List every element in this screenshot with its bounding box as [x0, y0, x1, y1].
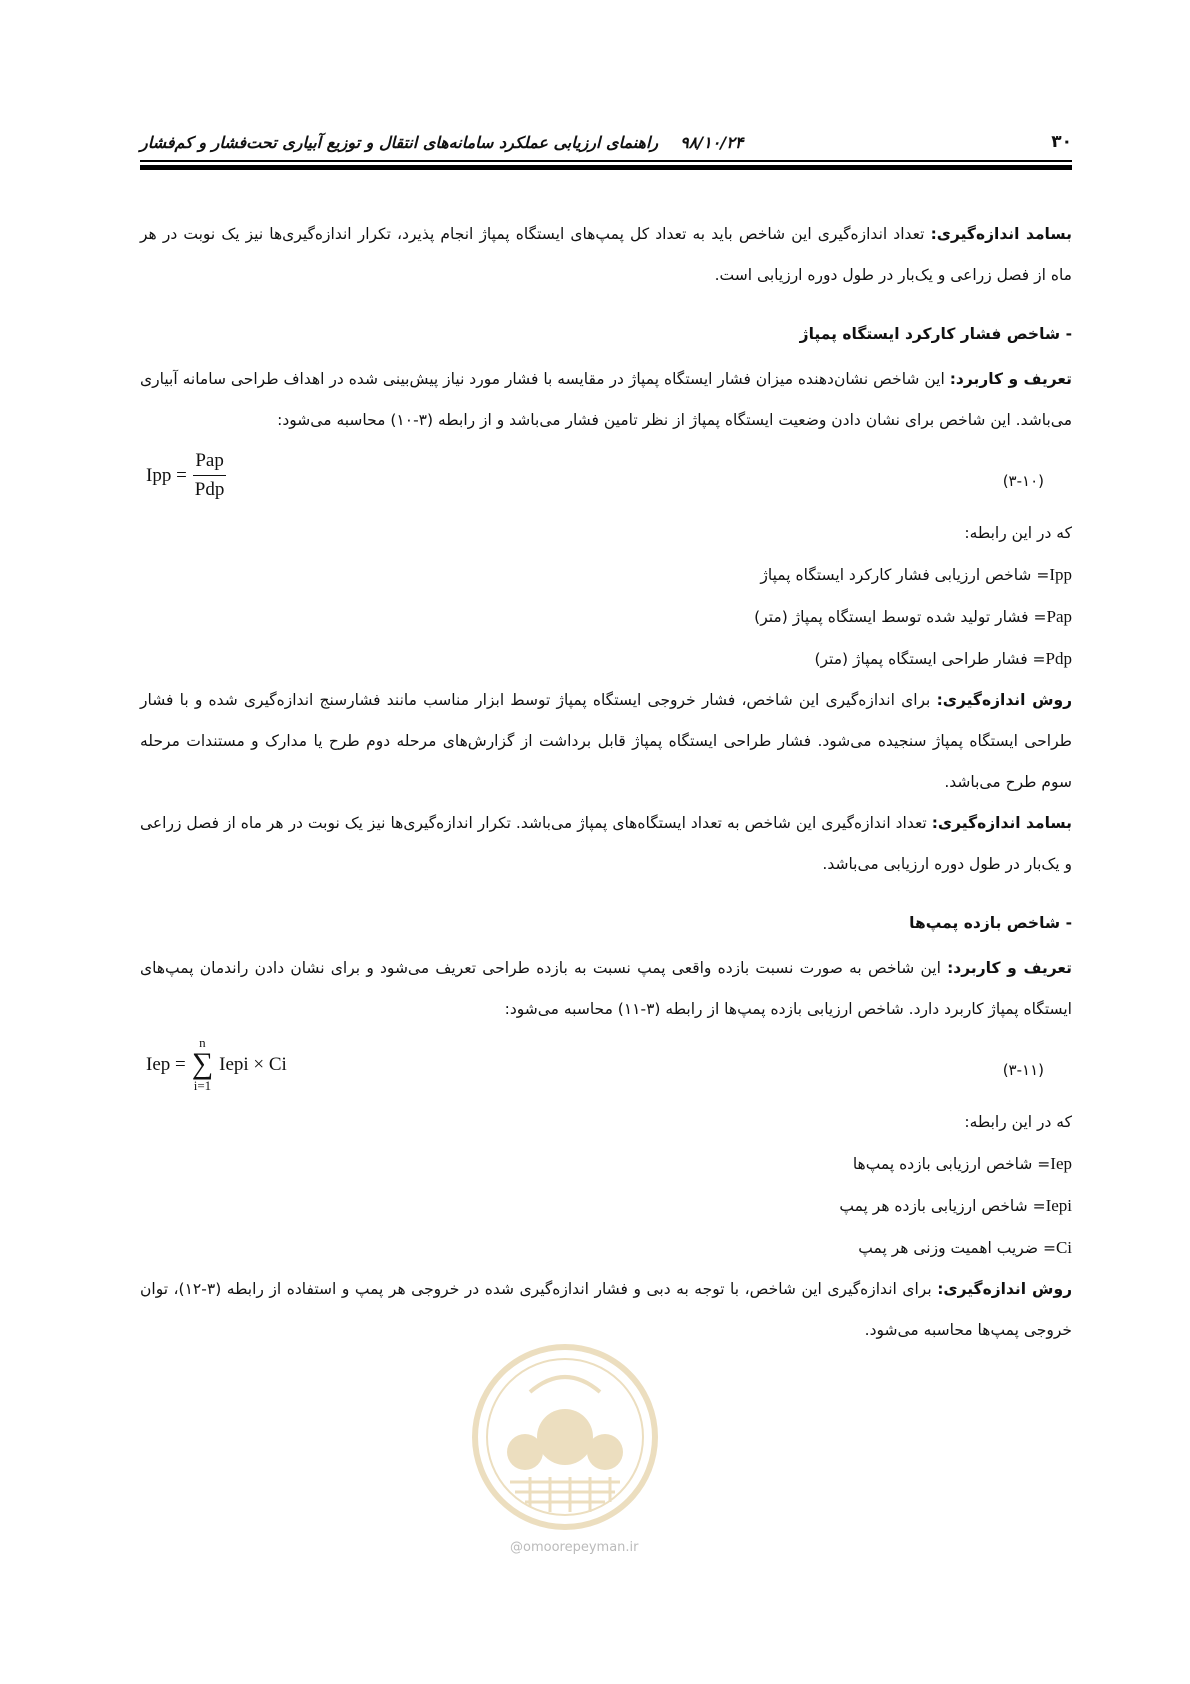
paragraph-lead: تعریف و کاربرد: [947, 959, 1072, 977]
definition-item [140, 1227, 1072, 1269]
paragraph-method-1 [140, 680, 1072, 803]
definition-text: = شاخص ارزیابی فشار کارکرد ایستگاه پمپاژ [760, 566, 1050, 584]
seal-right-badge [587, 1434, 623, 1470]
seal-grid [510, 1477, 620, 1512]
sigma-icon: ∑ [191, 1047, 214, 1080]
definition-item [140, 1185, 1072, 1227]
definition-list-1 [140, 554, 1072, 680]
equation-lhs: Iep = [146, 1053, 186, 1075]
definition-symbol: Iepi [1045, 1196, 1072, 1215]
definition-item [140, 554, 1072, 596]
definition-text: = فشار طراحی ایستگاه پمپاژ (متر) [814, 650, 1046, 668]
definition-list-2 [140, 1143, 1072, 1269]
section-heading-pump-pressure: - شاخص فشار کارکرد ایستگاه پمپاژ [799, 325, 1072, 343]
watermark-site: @omoorepeyman.ir [510, 1540, 639, 1555]
definition-item [140, 638, 1072, 680]
definition-symbol: Ci [1055, 1238, 1072, 1257]
definition-item [140, 596, 1072, 638]
paragraph-text: این شاخص نشان‌دهنده میزان فشار ایستگاه پمپاژ در مقایسه با فشار مورد نیاز پیش‌بینی شده در اهداف طراحی سامانه آبیاری می‌باشد. این شاخص برای نشان دادن وضعیت ایستگاه پمپاژ از نظر تامین فشار می‌باشد و از رابطه (۳-۱۰) محاسبه می‌شود: [140, 370, 1072, 429]
definition-text: = شاخص ارزیابی بازده پمپ‌ها [852, 1155, 1051, 1173]
definition-symbol: Pdp [1045, 649, 1072, 668]
paragraph-text: تعداد اندازه‌گیری این شاخص به تعداد ایستگاه‌های پمپاژ می‌باشد. تکرار اندازه‌گیری‌ها نیز یک نوبت در هر ماه از فصل زراعی و یک‌بار در طول دوره ارزیابی می‌باشد. [140, 814, 1072, 873]
definition-text: = شاخص ارزیابی بازده هر پمپ [839, 1197, 1046, 1215]
header-rule-thin [140, 160, 1072, 162]
header-title: راهنمای ارزیابی عملکرد سامانه‌های انتقال و توزیع آبیاری تحت‌فشار و کم‌فشار [140, 132, 659, 152]
seal-center-badge [537, 1409, 593, 1465]
seal-left-badge [507, 1434, 543, 1470]
page-content [140, 214, 1072, 1351]
header-date: ۹۸/۱۰/۲۴ [680, 132, 744, 152]
paragraph-frequency-1 [140, 214, 1072, 296]
equation-fraction [193, 447, 227, 504]
equation-number: (۳-۱۰) [1002, 472, 1044, 490]
watermark-seal-icon [470, 1342, 660, 1532]
section-heading-pump-efficiency: - شاخص بازده پمپ‌ها [909, 914, 1072, 932]
paragraph-definition-2 [140, 948, 1072, 1030]
equation-3-11 [140, 1030, 1072, 1102]
header-rule-thick [140, 165, 1072, 170]
paragraph-lead: بسامد اندازه‌گیری: [930, 225, 1072, 243]
header-title-group [140, 133, 743, 152]
paragraph-lead: روش اندازه‌گیری: [937, 1280, 1072, 1298]
paragraph-text: تعداد اندازه‌گیری این شاخص باید به تعداد کل پمپ‌های ایستگاه پمپاژ انجام پذیرد، تکرار اندازه‌گیری‌ها نیز یک نوبت در هر ماه از فصل زراعی و یک‌بار در طول دوره ارزیابی است. [140, 225, 1072, 284]
fraction-denominator: Pdp [194, 479, 225, 500]
paragraph-text: برای اندازه‌گیری این شاخص، فشار خروجی ایستگاه پمپاژ توسط ابزار مناسب مانند فشارسنج اندازه‌گیری شده و با فشار طراحی ایستگاه پمپاژ سنجیده می‌شود. فشار طراحی ایستگاه پمپاژ قابل برداشت از گزارش‌های مرحله دوم طرح یا مدارک و مستندات مرحله سوم طرح می‌باشد. [140, 691, 1072, 791]
seal-script [530, 1377, 600, 1392]
definition-symbol: Pap [1046, 607, 1072, 626]
equation-body: Iepi × Ci [219, 1053, 287, 1075]
paragraph-text: این شاخص به صورت نسبت بازده واقعی پمپ نسبت به بازده طراحی تعریف می‌شود و برای نشان دادن راندمان پمپ‌های ایستگاه پمپاژ کاربرد دارد. شاخص ارزیابی بازده پمپ‌ها از رابطه (۳-۱۱) محاسبه می‌شود: [140, 959, 1072, 1018]
fraction-numerator: Pap [193, 447, 226, 476]
equation-formula [146, 447, 226, 504]
paragraph-lead: تعریف و کاربرد: [949, 370, 1072, 388]
definition-text: = فشار تولید شده توسط ایستگاه پمپاژ (متر) [754, 608, 1047, 626]
equation-formula [146, 1036, 287, 1092]
summation-lower: i=1 [193, 1078, 212, 1093]
equation-number: (۳-۱۱) [1002, 1061, 1044, 1079]
equation-lhs: Ipp = [146, 465, 187, 486]
where-label: که در این رابطه: [964, 1113, 1072, 1131]
paragraph-lead: بسامد اندازه‌گیری: [931, 814, 1072, 832]
paragraph-frequency-2 [140, 803, 1072, 885]
paragraph-method-2 [140, 1269, 1072, 1351]
paragraph-text: برای اندازه‌گیری این شاخص، با توجه به دبی و فشار اندازه‌گیری شده در خروجی هر پمپ و استفاده از رابطه (۳-۱۲)، توان خروجی پمپ‌ها محاسبه می‌شود. [140, 1280, 1072, 1339]
paragraph-lead: روش اندازه‌گیری: [936, 691, 1073, 709]
summation-upper: n [199, 1035, 206, 1050]
definition-text: = ضریب اهمیت وزنی هر پمپ [858, 1239, 1056, 1257]
paragraph-definition-1 [140, 359, 1072, 441]
page-header [140, 128, 1072, 156]
summation-symbol [192, 1036, 213, 1092]
equation-3-10 [140, 441, 1072, 513]
definition-symbol: Ipp [1049, 565, 1072, 584]
definition-item [140, 1143, 1072, 1185]
page-number: ۳۰ [1051, 132, 1072, 152]
where-label: که در این رابطه: [964, 524, 1072, 542]
definition-symbol: Iep [1050, 1154, 1072, 1173]
